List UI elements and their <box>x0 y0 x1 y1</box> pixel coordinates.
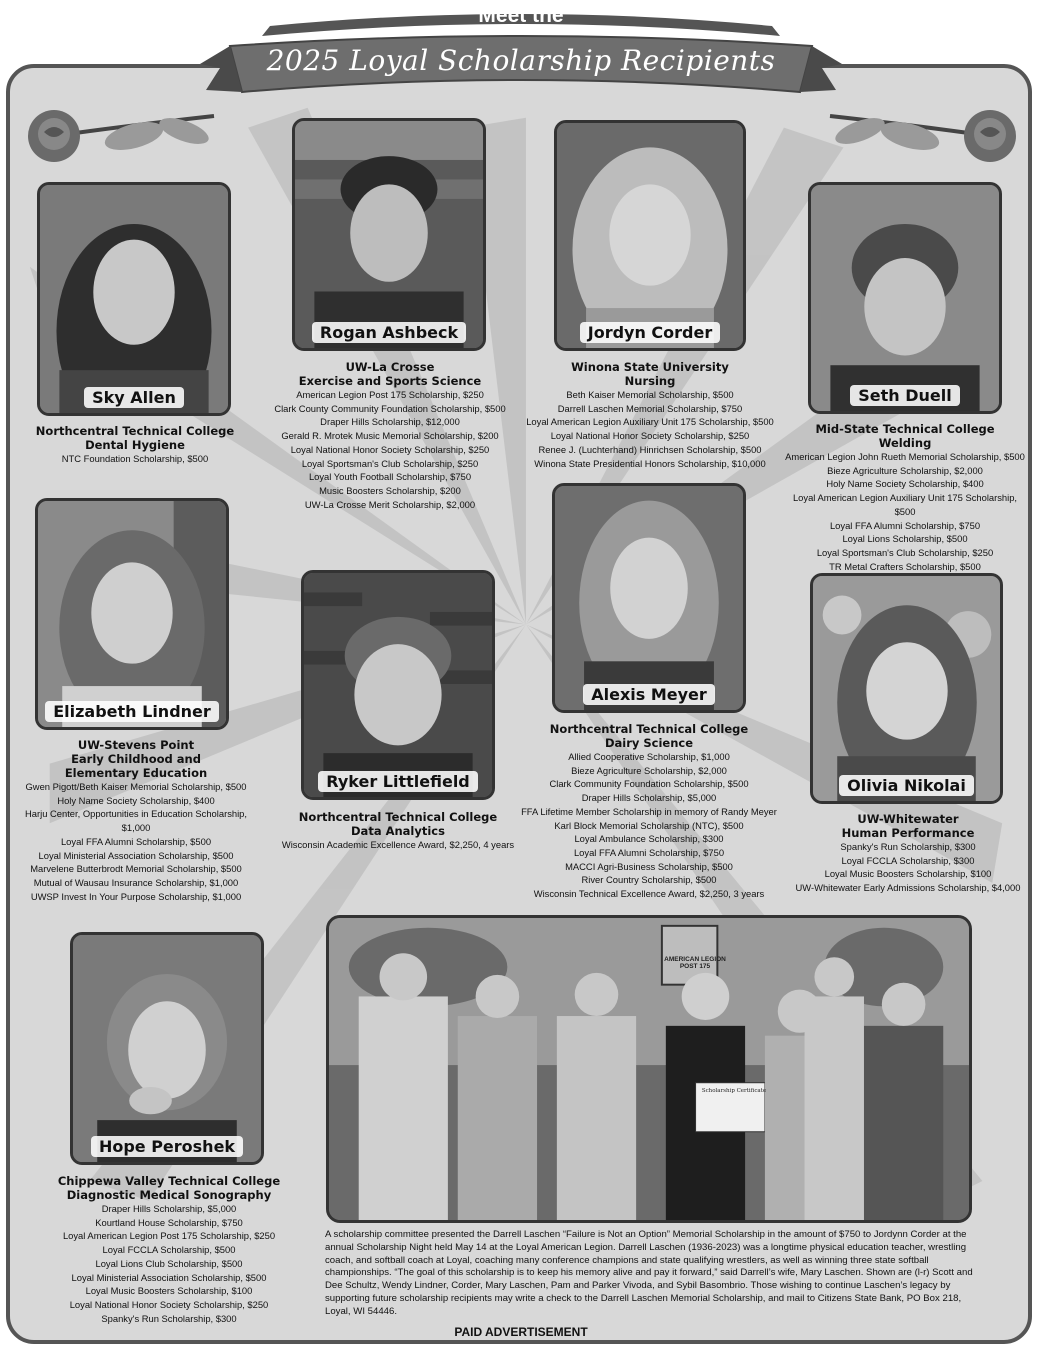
portrait-image <box>73 935 261 1162</box>
portrait-seth-duell <box>808 182 1002 414</box>
group-photo-caption: A scholarship committee presented the Darrell Laschen “Failure is Not an Option” Memorial Scholarship in the amount of $750 to Jordynn Corder at the annual Scholarship Night held May 14 at the Loyal American Legion. Darrell Laschen (1936-2023) was a longtime physical education teacher, wrestling coach, and softball coach at Loyal, coaching many conference champions and state qualifying wrestlers, as well as winning three state softball championships. “The goal of this scholarship is to keep his memory alive and pay it forward,” said Darrell’s wife, Mary Laschen. Shown are (l-r) Scott and Dee Schultz, Wendy Lindner, Corder, Mary Laschen, Pam and Parker Vivoda, and Sybil Basombrio. Those wishing to continue Laschen’s legacy by supporting future scholarship recipients may write a check to the Darrell Laschen Memorial Scholarship, and mail to Citizens State Bank, PO Box 218, Loyal, WI 54446. <box>325 1229 973 1317</box>
scholarship-item: Loyal National Honor Society Scholarship, $250 <box>69 1298 269 1310</box>
recipient-info-jordyn-corder <box>520 360 780 470</box>
program-line: Human Performance <box>841 826 975 840</box>
scholarship-item: Loyal Ministerial Association Scholarship, $500 <box>71 1271 267 1283</box>
scholarship-item: Wisconsin Technical Excellence Award, $2,250, 3 years <box>533 888 765 900</box>
institution-line: Northcentral Technical College <box>35 424 235 438</box>
scholarship-item: UWSP Invest In Your Purpose Scholarship, $1,000 <box>30 890 242 902</box>
scholarship-item: Draper Hills Scholarship, $5,000 <box>101 1203 237 1214</box>
recipient-info-olivia-nikolai <box>790 812 1026 895</box>
scholarship-item: Marvelene Butterbrodt Memorial Scholarship, $500 <box>30 863 242 875</box>
recipient-info-alexis-meyer <box>518 722 780 901</box>
page-title: 2025 Loyal Scholarship Recipients <box>266 44 776 77</box>
scholarship-item: Loyal Music Boosters Scholarship, $100 <box>824 868 992 880</box>
portrait-rogan-ashbeck <box>292 118 486 351</box>
scholarship-item: Loyal Ministerial Association Scholarship, $500 <box>38 849 234 861</box>
scholarship-item: Clark Community Foundation Scholarship, $500 <box>549 778 749 790</box>
scholarship-item: Wisconsin Academic Excellence Award, $2,250, 4 years <box>281 839 515 850</box>
program-line: Data Analytics <box>351 824 445 838</box>
scholarship-item: Draper Hills Scholarship, $12,000 <box>320 416 460 428</box>
scholarship-item: UW-Whitewater Early Admissions Scholarship, $4,000 <box>795 882 1021 894</box>
scholarship-item: Renee J. (Luchterhand) Hinrichsen Scholarship, $500 <box>538 443 762 455</box>
institution-line: UW-Stevens Point <box>77 738 195 752</box>
paid-advertisement-label: PAID ADVERTISEMENT <box>454 1325 588 1339</box>
recipient-name: Olivia Nikolai <box>839 775 974 796</box>
institution-line: Mid-State Technical College <box>815 422 995 436</box>
scholarship-item: Loyal National Honor Society Scholarship, $250 <box>290 443 490 455</box>
portrait-ryker-littlefield <box>301 570 495 800</box>
portrait-image <box>304 573 492 797</box>
program-line: Early Childhood and <box>71 752 201 766</box>
recipient-name: Rogan Ashbeck <box>312 322 466 343</box>
scholarship-item: Spanky's Run Scholarship, $300 <box>101 1312 237 1324</box>
scholarship-item: Loyal FCCLA Scholarship, $300 <box>841 854 975 866</box>
program-line: Elementary Education <box>64 766 208 780</box>
scholarship-item: Draper Hills Scholarship, $5,000 <box>581 792 717 804</box>
portrait-hope-peroshek <box>70 932 264 1165</box>
scholarship-item: NTC Foundation Scholarship, $500 <box>61 453 209 464</box>
scholarship-item: Holy Name Society Scholarship, $400 <box>826 478 984 490</box>
scholarship-item: Loyal FFA Alumni Scholarship, $500 <box>60 835 212 847</box>
portrait-image <box>40 185 228 413</box>
scholarship-item: Spanky's Run Scholarship, $300 <box>840 841 976 852</box>
recipient-name: Elizabeth Lindner <box>45 701 219 722</box>
recipient-info-ryker-littlefield <box>270 810 526 852</box>
portrait-image <box>813 576 1000 801</box>
group-photo <box>326 915 972 1223</box>
recipient-name: Seth Duell <box>850 385 959 406</box>
recipient-name: Jordyn Corder <box>580 322 721 343</box>
scholarship-item: Loyal Youth Football Scholarship, $750 <box>308 471 472 483</box>
scholarship-item: Loyal FFA Alumni Scholarship, $750 <box>829 519 981 531</box>
scholarship-item: Loyal Lions Club Scholarship, $500 <box>95 1257 243 1269</box>
recipient-info-hope-peroshek <box>50 1174 288 1325</box>
institution-line: UW-Whitewater <box>857 812 959 826</box>
scholarship-item: Loyal National Honor Society Scholarship, $250 <box>550 430 750 442</box>
recipient-name: Sky Allen <box>84 387 184 408</box>
portrait-image <box>555 486 743 710</box>
group-photo-image <box>329 918 969 1220</box>
portrait-elizabeth-lindner <box>35 498 229 730</box>
recipient-info-seth-duell <box>784 422 1026 573</box>
certificate-title: Scholarship Certificate <box>701 1088 767 1094</box>
institution-line: UW-La Crosse <box>345 360 435 374</box>
program-line: Exercise and Sports Science <box>298 374 482 388</box>
recipient-info-sky-allen <box>22 424 248 466</box>
scholarship-item: Loyal American Legion Auxiliary Unit 175 Scholarship, $500 <box>792 492 1018 517</box>
scholarship-item: Kourtland House Scholarship, $750 <box>95 1216 243 1228</box>
portrait-sky-allen <box>37 182 231 416</box>
portrait-alexis-meyer <box>552 483 746 713</box>
scholarship-item: Mutual of Wausau Insurance Scholarship, $1,000 <box>33 876 239 888</box>
scholarship-item: Loyal FCCLA Scholarship, $500 <box>102 1244 236 1256</box>
portrait-image <box>557 123 743 348</box>
rose-right-icon <box>820 96 1030 166</box>
program-line: Diagnostic Medical Sonography <box>66 1188 272 1202</box>
institution-line: Northcentral Technical College <box>298 810 498 824</box>
recipient-name: Ryker Littlefield <box>318 771 478 792</box>
scholarship-item: American Legion John Rueth Memorial Scholarship, $500 <box>785 451 1025 462</box>
recipient-info-elizabeth-lindner <box>12 738 260 903</box>
scholarship-item: UW-La Crosse Merit Scholarship, $2,000 <box>304 498 476 510</box>
scholarship-item: Gwen Pigott/Beth Kaiser Memorial Scholarship, $500 <box>25 781 247 792</box>
banner-subtitle: Meet the <box>478 4 564 27</box>
scholarship-item: TR Metal Crafters Scholarship, $500 <box>829 560 981 572</box>
recipient-name: Alexis Meyer <box>583 684 715 705</box>
scholarship-item: Loyal American Legion Auxiliary Unit 175 Scholarship, $500 <box>526 416 774 428</box>
scholarship-item: Beth Kaiser Memorial Scholarship, $500 <box>566 389 734 400</box>
scholarship-item: Loyal American Legion Post 175 Scholarship, $250 <box>62 1230 276 1242</box>
rose-left-icon <box>14 96 224 166</box>
scholarship-item: Loyal Ambulance Scholarship, $300 <box>574 833 724 845</box>
program-line: Dental Hygiene <box>85 438 185 452</box>
portrait-olivia-nikolai <box>810 573 1003 804</box>
scholarship-item: River Country Scholarship, $500 <box>581 874 717 886</box>
program-line: Dairy Science <box>604 736 694 750</box>
program-line: Welding <box>878 436 932 450</box>
portrait-image <box>811 185 999 411</box>
portrait-image <box>295 121 483 348</box>
scholarship-item: Darrell Laschen Memorial Scholarship, $750 <box>557 402 743 414</box>
portrait-jordyn-corder <box>554 120 746 351</box>
scholarship-item: Loyal Lions Scholarship, $500 <box>842 533 968 545</box>
recipient-name: Hope Peroshek <box>91 1136 243 1157</box>
scholarship-item: Loyal Music Boosters Scholarship, $100 <box>85 1285 253 1297</box>
institution-line: Winona State University <box>571 360 729 374</box>
scholarship-item: American Legion Post 175 Scholarship, $250 <box>296 389 484 400</box>
scholarship-item: FFA Lifetime Member Scholarship in memory of Randy Meyer <box>521 805 777 817</box>
scholarship-item: Harju Center, Opportunities in Education Scholarship, $1,000 <box>25 808 247 834</box>
recipient-info-rogan-ashbeck <box>270 360 510 511</box>
scholarship-item: Bieze Agriculture Scholarship, $2,000 <box>827 464 983 476</box>
scholarship-item: Loyal Sportsman's Club Scholarship, $250 <box>816 546 994 558</box>
scholarship-item: Loyal FFA Alumni Scholarship, $750 <box>573 846 725 858</box>
scholarship-item: Holy Name Society Scholarship, $400 <box>57 794 215 806</box>
portrait-image <box>38 501 226 727</box>
scholarship-item: Karl Block Memorial Scholarship (NTC), $500 <box>554 819 744 831</box>
scholarship-item: Clark County Community Foundation Scholarship, $500 <box>274 402 506 414</box>
wall-sign-text: AMERICAN LEGION POST 175 <box>664 956 726 970</box>
scholarship-item: Loyal Sportsman's Club Scholarship, $250 <box>301 457 479 469</box>
institution-line: Northcentral Technical College <box>549 722 749 736</box>
scholarship-item: Allied Cooperative Scholarship, $1,000 <box>568 751 730 762</box>
scholarship-item: Winona State Presidential Honors Scholarship, $10,000 <box>534 457 766 469</box>
scholarship-item: Music Boosters Scholarship, $200 <box>319 484 461 496</box>
scholarship-item: Bieze Agriculture Scholarship, $2,000 <box>571 764 727 776</box>
program-line: Nursing <box>624 374 676 388</box>
scholarship-item: MACCI Agri-Business Scholarship, $500 <box>565 860 733 872</box>
institution-line: Chippewa Valley Technical College <box>57 1174 281 1188</box>
scholarship-item: Gerald R. Mrotek Music Memorial Scholarship, $200 <box>281 430 499 442</box>
